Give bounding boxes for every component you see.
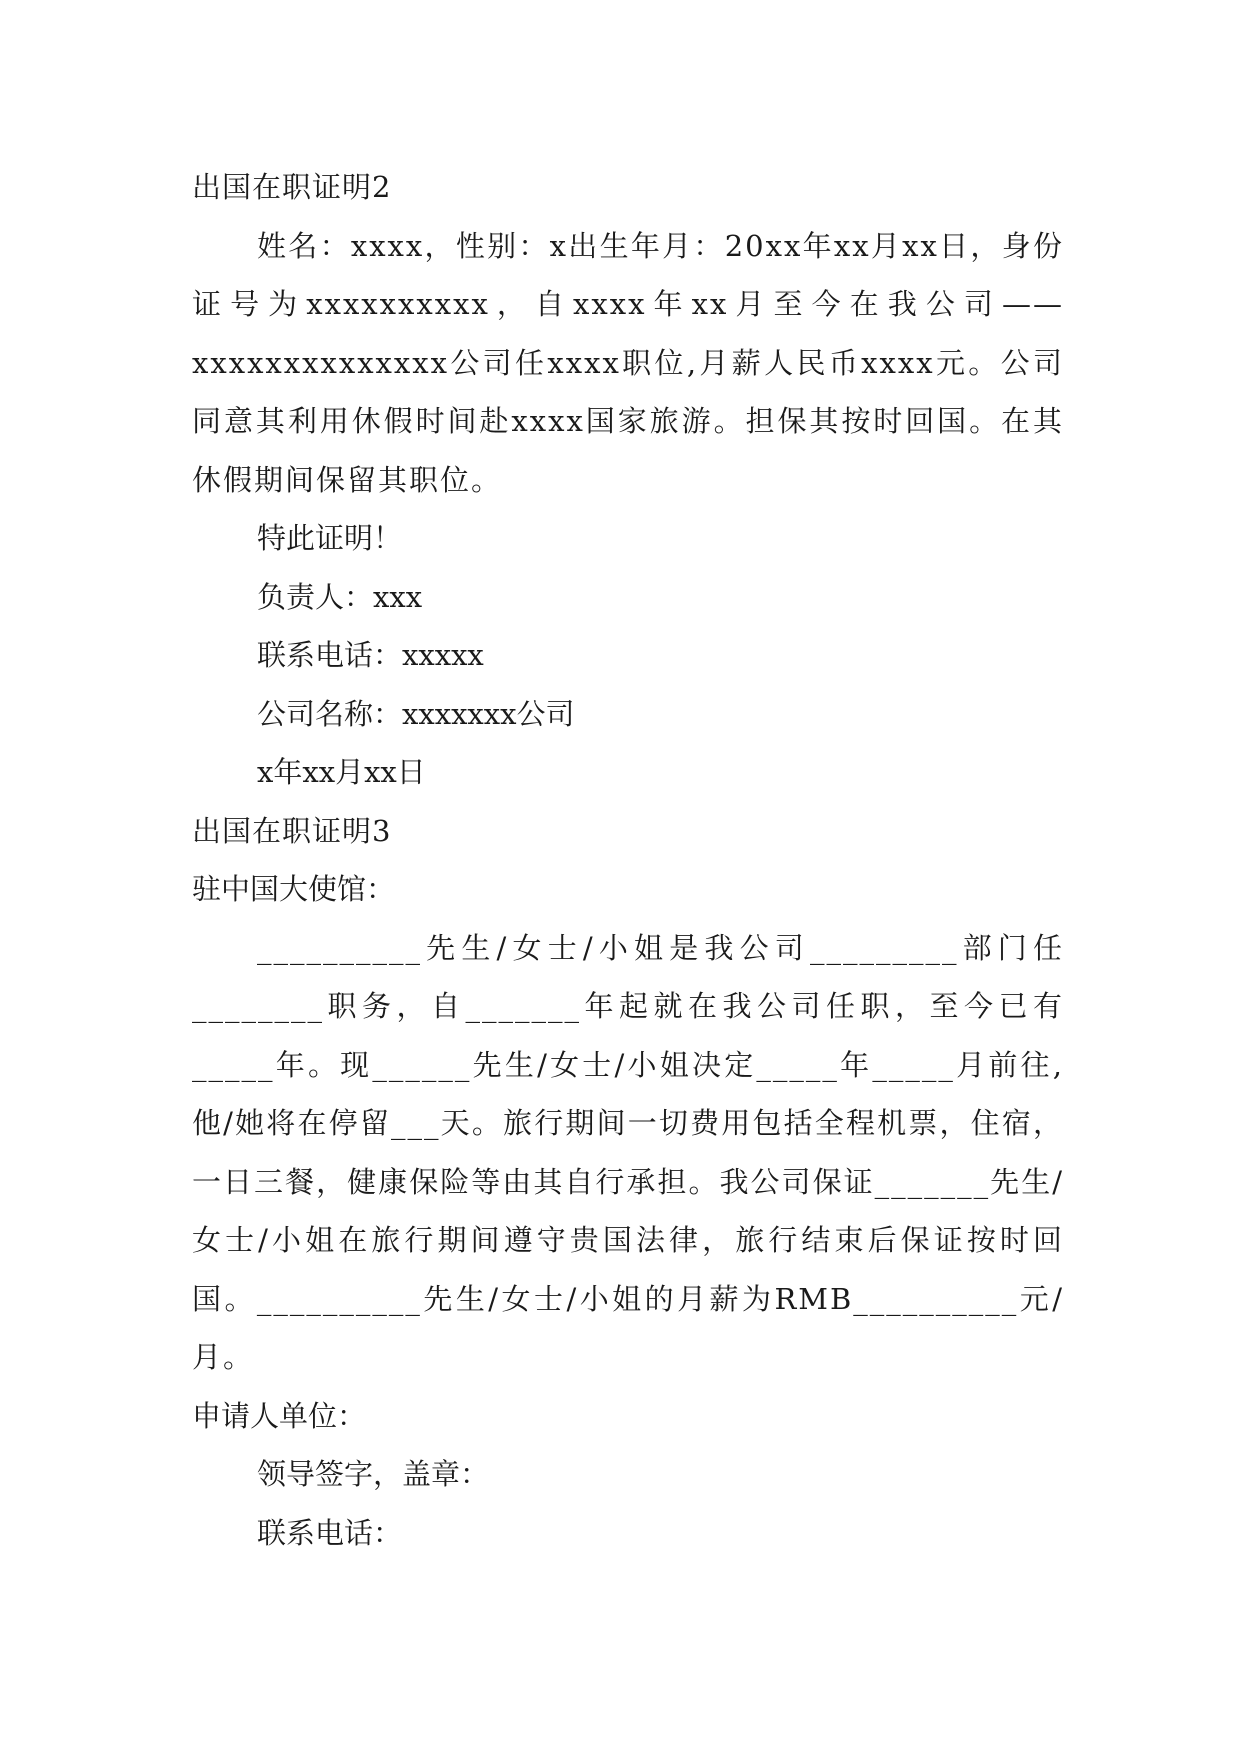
- document-content: [192, 158, 1064, 1562]
- company-name: 公司名称：xxxxxxx公司: [257, 696, 575, 731]
- applicant-unit: 申请人单位：: [192, 1398, 367, 1433]
- date-line: x年xx月xx日: [257, 755, 426, 789]
- contact-phone: 联系电话：xxxxx: [257, 638, 484, 672]
- section-title: 出国在职证明3: [192, 813, 392, 848]
- closing-line: 特此证明！: [257, 521, 403, 555]
- leader-signature: 领导签字，盖章：: [257, 1457, 490, 1491]
- contact-phone: 联系电话：: [257, 1515, 403, 1550]
- responsible-person: 负责人：xxx: [257, 579, 423, 614]
- paragraph: 姓名：xxxx，性别：x出生年月：20xx年xx月xx日，身份证号为xxxxxxxxxx，自xxxx年xx月至今在我公司——xxxxxxxxxxxxxx公司任xxxx职位,月薪人民币xxxx元。公司同意其利用休假时间赴xxxx国家旅游。担保其按时回国。在其休假期间保留其职位。: [192, 228, 1064, 497]
- paragraph: __________先生/女士/小姐是我公司_________部门任________职务，自_______年起就在我公司任职，至今已有_____年。现______先生/女士/小姐决定_____年_____月前往,他/她将在停留___天。旅行期间一切费用包括全程机票，住宿，一日三餐，健康保险等由其自行承担。我公司保证_______先生/女士/小姐在旅行期间遵守贵国法律，旅行结束后保证按时回国。__________先生/女士/小姐的月薪为RMB__________元/月。: [192, 930, 1064, 1374]
- addressee: 驻中国大使馆：: [192, 872, 396, 906]
- section-title: 出国在职证明2: [192, 170, 392, 204]
